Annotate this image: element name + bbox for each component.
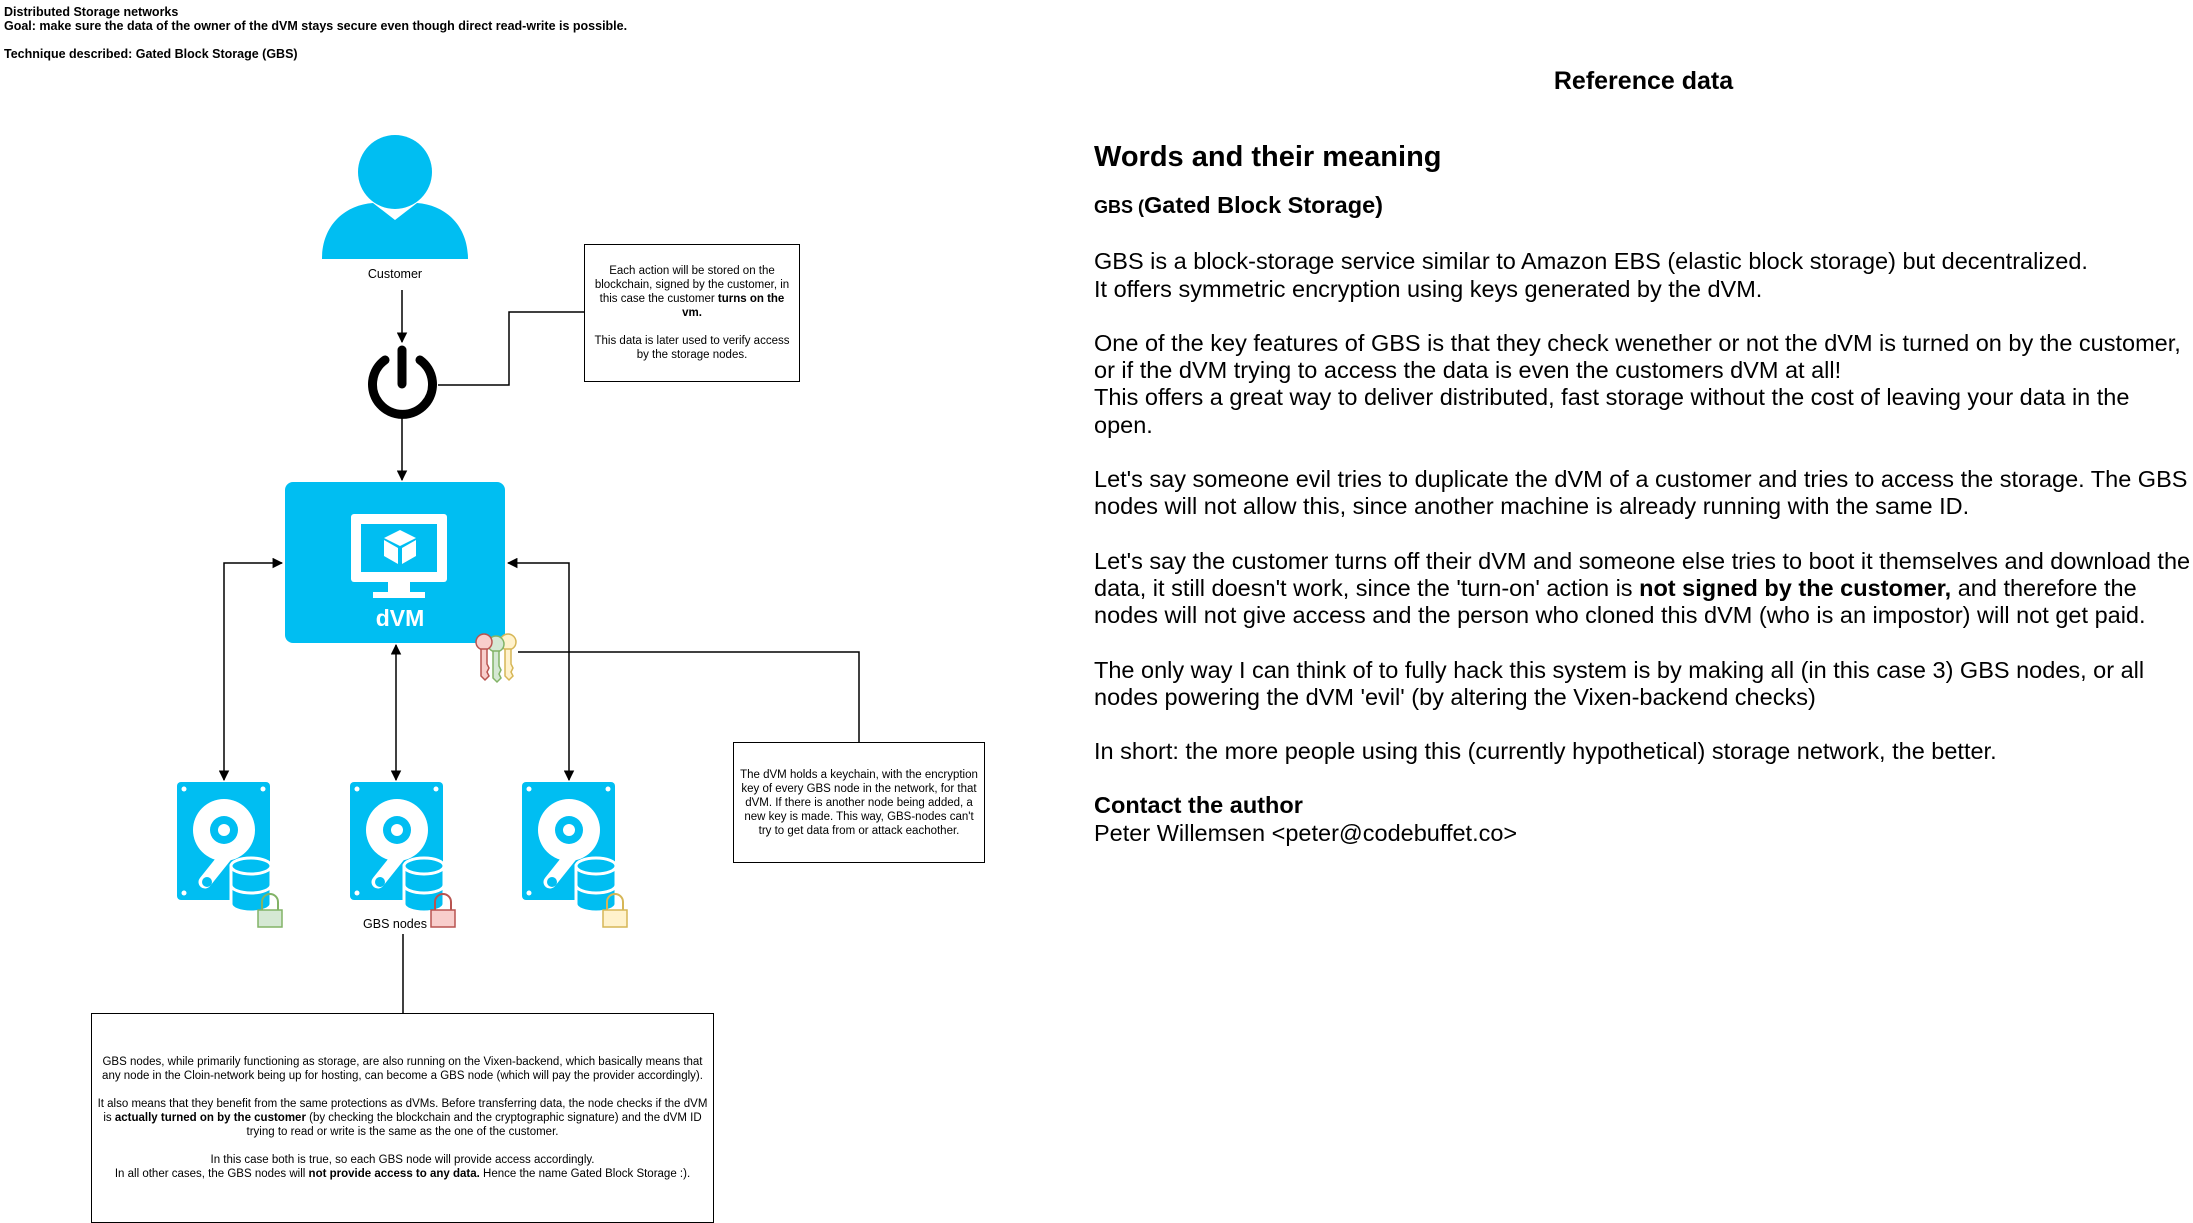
diagram-title: Distributed Storage networks <box>4 5 179 19</box>
ref-p2a: One of the key features of GBS is that they check wenether or not the dVM is turned on by the customer, or if the dVM trying to access the data is even the customers dVM at all! <box>1094 329 2181 384</box>
user-icon <box>322 135 468 259</box>
database-icon <box>231 858 271 912</box>
contact-heading: Contact the author <box>1094 792 1303 819</box>
gbs-node-1 <box>177 782 282 927</box>
words-heading: Words and their meaning <box>1094 141 1442 173</box>
note-action-bold: turns on the vm. <box>682 293 785 319</box>
note-gbs-p4: In all other cases, the GBS nodes will not provide access to any data. Hence the name Gated Block Storage :). <box>114 1168 691 1180</box>
ref-p4: Let's say the customer turns off their dVM and someone else tries to boot it themselves and download the data, it still doesn't work, since the 'turn-on' action is not signed by the customer, and therefore the nodes will not give access and the person who cloned this dVM (who is an impostor) will not get paid. <box>1094 547 2191 629</box>
note-gbs-p1: GBS nodes, while primarily functioning as storage, are also running on the Vixen-backend, which basically means that any node in the Cloin-network being up for hosting, can become a GBS node (which will pay the provider accordingly). <box>102 1056 703 1082</box>
keychain-note <box>733 742 985 863</box>
customer-label: Customer <box>367 267 423 281</box>
contact-author: Peter Willemsen <peter@codebuffet.co> <box>1094 819 1518 846</box>
note-action-text: Each action will be stored on the blockchain, signed by the customer, in this case the customer <box>594 265 790 305</box>
ref-p1b: It offers symmetric encryption using keys generated by the dVM. <box>1094 275 1763 302</box>
note-gbs-p2: It also means that they benefit from the same protections as dVMs. Before transferring data, the node checks if the dVM is actually turned on by the customer (by checking the blockchain and the cryptographic signature) and the dVM ID trying to read or write is the same as the one of the customer. <box>97 1098 708 1138</box>
keychain-icon <box>476 634 516 682</box>
note-keychain-text: The dVM holds a keychain, with the encryption key of every GBS node in the network, for that dVM. If there is another node being added, a new key is made. This way, GBS-nodes can't try to get data from or attack eachother. <box>740 768 978 837</box>
gbs-explanation-note <box>91 1013 714 1223</box>
technique-label: Technique described: Gated Block Storage (GBS) <box>4 47 298 61</box>
reference-panel <box>1094 140 2193 847</box>
gbs-node-3 <box>522 782 627 927</box>
connector-power-note <box>438 312 584 385</box>
gbs-definition-heading: GBS (Gated Block Storage) <box>1094 192 1383 218</box>
gbs-node-2 <box>350 782 455 927</box>
reference-title: Reference data <box>1553 67 1734 95</box>
ref-p1a: GBS is a block-storage service similar to Amazon EBS (elastic block storage) but decentralized. <box>1094 248 2088 275</box>
dvm-label: dVM <box>375 605 425 631</box>
power-icon <box>373 350 433 414</box>
ref-p5: The only way I can think of to fully hack this system is by making all (in this case 3) GBS nodes, or all nodes powering the dVM 'evil' (by altering the Vixen-backend checks) <box>1094 656 2145 710</box>
note-gbs-p3: In this case both is true, so each GBS node will provide access accordingly. <box>210 1154 595 1166</box>
gbs-nodes-label: GBS nodes <box>363 917 427 931</box>
database-icon <box>404 858 444 912</box>
blockchain-action-note <box>584 244 800 382</box>
database-icon <box>576 858 616 912</box>
ref-p6: In short: the more people using this (currently hypothetical) storage network, the better. <box>1094 738 1997 765</box>
connector-dvm-gbs-1 <box>224 563 282 780</box>
ref-p3: Let's say someone evil tries to duplicate the dVM of a customer and tries to access the storage. The GBS nodes will not allow this, since another machine is already running with the same ID. <box>1094 466 2188 520</box>
connector-dvm-gbs-3 <box>508 563 569 780</box>
diagram-goal: Goal: make sure the data of the owner of the dVM stays secure even though direct read-write is possible. <box>4 19 628 33</box>
ref-p2b: This offers a great way to deliver distributed, fast storage without the cost of leaving your data in the open. <box>1094 384 2130 438</box>
note-action-verify: This data is later used to verify access by the storage nodes. <box>594 335 790 361</box>
